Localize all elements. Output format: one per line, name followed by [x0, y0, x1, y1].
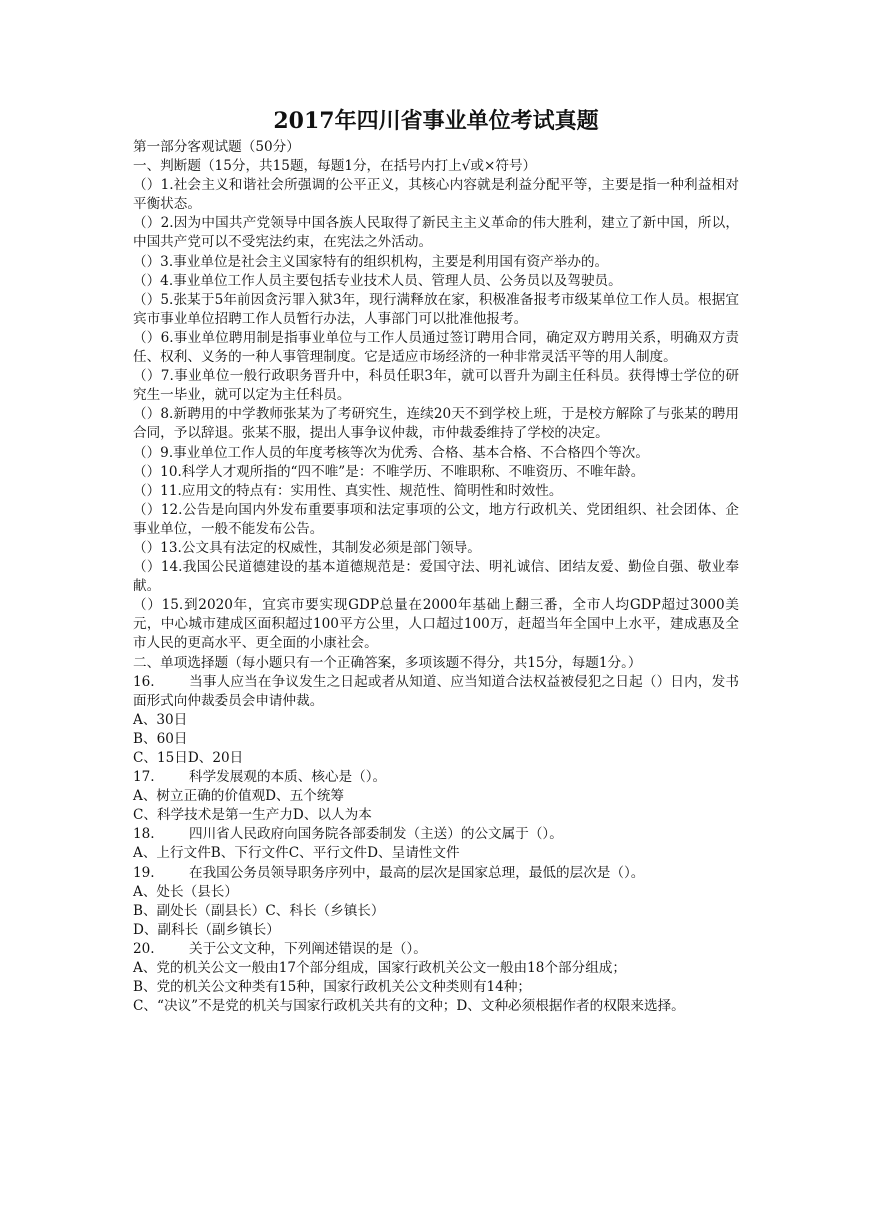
judgment-item-11: （）11.应用文的特点有：实用性、真实性、规范性、简明性和时效性。 [133, 482, 563, 499]
question-text: 当事人应当在争议发生之日起或者从知道、应当知道合法权益被侵犯之日起（）日内，发书面形式向仲裁委员会申请仲裁。 [133, 673, 739, 709]
judgment-item-13: （）13.公文具有法定的权威性，其制发必须是部门领导。 [133, 539, 481, 556]
judgment-item-6: （）6.事业单位聘用制是指事业单位与工作人员通过签订聘用合同，确定双方聘用关系，明确双方责任、权利、义务的一种人事管理制度。它是适应市场经济的一种非常灵活平等的用人制度。 [133, 329, 739, 366]
judgment-item-4: （）4.事业单位工作人员主要包括专业技术人员、管理人员、公务员以及驾驶员。 [133, 272, 622, 289]
question-16 [133, 673, 739, 711]
judgment-item-1: （）1.社会主义和谐社会所强调的公平正义，其核心内容就是利益分配平等，主要是指一种利益相对平衡状态。 [133, 177, 739, 213]
option-line: A、党的机关公文一般由17个部分组成，国家行政机关公文一般由18个部分组成； [133, 960, 627, 977]
question-20 [133, 940, 739, 959]
question-number: 19. [133, 864, 155, 881]
judgment-item-3: （）3.事业单位是社会主义国家特有的组织机构，主要是利用国有资产举办的。 [133, 253, 609, 270]
option-line: B、副处长（副县长）C、科长（乡镇长） [133, 902, 385, 919]
question-number: 17. [133, 769, 155, 786]
question-number: 16. [133, 673, 155, 690]
option-line: B、60日 [133, 730, 188, 747]
judgment-item-8: （）8.新聘用的中学教师张某为了考研究生，连续20天不到学校上班，于是校方解除了与张某的聘用合同，予以辞退。张某不服，提出人事争议仲裁，市仲裁委维持了学校的决定。 [133, 406, 739, 442]
judgment-item-12: （）12.公告是向国内外发布重要事项和法定事项的公文，地方行政机关、党团组织、社会团体、企事业单位，一般不能发布公告。 [133, 501, 739, 537]
option-line: A、树立正确的价值观D、五个统筹 [133, 788, 345, 805]
judgment-item-5: （）5.张某于5年前因贪污罪入狱3年，现行满释放在家，积极准备报考市级某单位工作人员。根据宜宾市事业单位招聘工作人员暂行办法，人事部门可以批准他报考。 [133, 291, 739, 327]
question-text: 关于公文文种，下列阐述错误的是（）。 [189, 940, 427, 957]
option-line: B、党的机关公文种类有15种，国家行政机关公文种类则有14种； [133, 979, 532, 996]
judgment-item-7: （）7.事业单位一般行政职务晋升中，科员任职3年，就可以晋升为副主任科员。获得博士学位的研究生一毕业，就可以定为主任科员。 [133, 368, 739, 404]
question-17 [133, 768, 739, 787]
document-body [133, 106, 739, 1016]
judgment-item-2: （）2.因为中国共产党领导中国各族人民取得了新民主主义革命的伟大胜利，建立了新中国，所以，中国共产党可以不受宪法约束，在宪法之外活动。 [133, 215, 739, 251]
question-18 [133, 825, 739, 844]
option-line: A、处长（县长） [133, 883, 238, 900]
option-line: A、上行文件B、下行文件C、平行文件D、呈请性文件 [133, 845, 460, 862]
document-title: 2017年四川省事业单位考试真题 [273, 108, 599, 134]
question-number: 18. [133, 826, 155, 843]
option-line: C、“决议”不是党的机关与国家行政机关共有的文种；D、文种必须根据作者的权限来选择。 [133, 998, 685, 1015]
option-line: D、副科长（副乡镇长） [133, 921, 280, 938]
option-line: A、30日 [133, 711, 188, 728]
judgment-item-10: （）10.科学人才观所指的“四不唯”是：不唯学历、不唯职称、不唯资历、不唯年龄。 [133, 463, 645, 480]
question-number: 20. [133, 940, 155, 957]
section2-heading: 二、单项选择题（每小题只有一个正确答案，多项该题不得分，共15分，每题1分。） [133, 654, 642, 671]
option-line: C、15日D、20日 [133, 750, 244, 766]
option-line: C、科学技术是第一生产力D、以人为本 [133, 807, 372, 824]
judgment-item-15: （）15.到2020年，宜宾市要实现GDP总量在2000年基础上翻三番，全市人均GDP超过3000美元，中心城市建成区面积超过100平方公里，人口超过100万，赶超当年全国中上水平，建成惠及全市人民的更高水平、更全面的小康社会。 [133, 597, 739, 652]
judgment-item-9: （）9.事业单位工作人员的年度考核等次为优秀、合格、基本合格、不合格四个等次。 [133, 444, 649, 461]
question-text: 四川省人民政府向国务院各部委制发（主送）的公文属于（）。 [189, 826, 563, 843]
question-19 [133, 864, 739, 883]
part-heading: 第一部分客观试题（50分） [133, 139, 300, 155]
question-text: 科学发展观的本质、核心是（）。 [189, 769, 387, 786]
question-text: 在我国公务员领导职务序列中，最高的层次是国家总理，最低的层次是（）。 [189, 864, 645, 881]
section1-heading: 一、判断题（15分，共15题，每题1分，在括号内打上√或×符号） [133, 158, 537, 175]
judgment-item-14: （）14.我国公民道德建设的基本道德规范是：爱国守法、明礼诚信、团结友爱、勤俭自强、敬业奉献。 [133, 559, 739, 595]
